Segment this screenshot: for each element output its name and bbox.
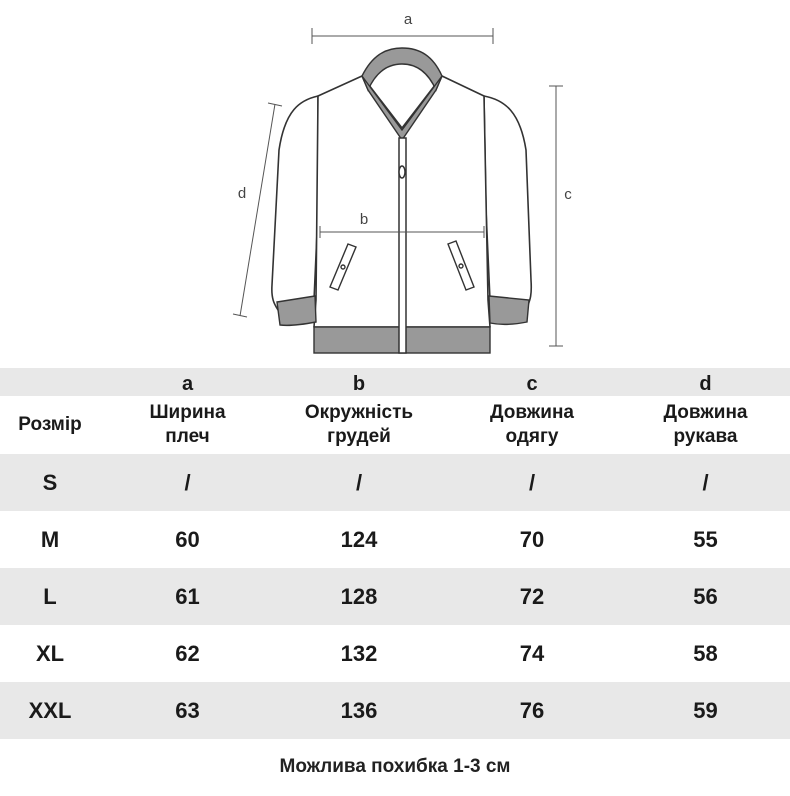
table-row: [0, 511, 790, 568]
value-cell: 62: [175, 640, 200, 666]
label-c: c: [564, 186, 572, 203]
value-cell: /: [702, 469, 709, 495]
size-cell: L: [43, 583, 57, 609]
left-cuff: [277, 296, 316, 325]
label-b: b: [359, 211, 369, 228]
value-cell: 56: [693, 583, 718, 609]
size-cell: S: [42, 469, 58, 495]
size-cell: XL: [35, 640, 65, 666]
value-cell: 59: [693, 697, 718, 723]
left-sleeve: [272, 96, 318, 310]
right-sleeve: [484, 96, 531, 305]
table-row: [0, 682, 790, 739]
header-shoulder-width: Ширина плеч: [149, 402, 226, 447]
table-row: [0, 568, 790, 625]
value-cell: 132: [340, 640, 378, 666]
size-cell: M: [40, 526, 60, 552]
letter-d: d: [699, 372, 712, 395]
letter-b: b: [352, 372, 366, 395]
value-cell: 76: [519, 697, 545, 723]
letter-c: c: [526, 372, 538, 395]
header-row: [0, 396, 790, 454]
value-cell: /: [528, 469, 536, 495]
size-cell: XXL: [28, 697, 72, 723]
value-cell: 55: [693, 526, 718, 552]
value-cell: 74: [519, 640, 545, 666]
table-row: [0, 625, 790, 682]
jacket-diagram: [0, 0, 790, 368]
value-cell: /: [184, 469, 191, 495]
value-cell: 72: [519, 583, 545, 609]
header-length: Довжина одягу: [490, 402, 574, 447]
letter-row: [0, 368, 790, 396]
size-table: [0, 368, 790, 739]
value-cell: 124: [340, 526, 378, 552]
value-cell: 60: [175, 526, 200, 552]
zipper: [399, 138, 406, 353]
tolerance-note: Можлива похибка 1-3 см: [279, 756, 511, 777]
header-chest: Окружність грудей: [304, 402, 414, 447]
value-cell: 61: [175, 583, 200, 609]
header-sleeve: Довжина рукава: [663, 402, 748, 447]
letter-a: a: [181, 372, 194, 395]
value-cell: /: [355, 469, 363, 495]
value-cell: 70: [519, 526, 545, 552]
value-cell: 63: [175, 697, 200, 723]
value-cell: 136: [340, 697, 378, 723]
label-a: a: [403, 11, 413, 28]
right-cuff: [489, 296, 529, 324]
table-row: [0, 454, 790, 511]
header-size: Розмір: [18, 414, 82, 435]
collar: [362, 48, 442, 90]
value-cell: 128: [340, 583, 378, 609]
label-d: d: [237, 185, 247, 202]
value-cell: 58: [693, 640, 718, 666]
